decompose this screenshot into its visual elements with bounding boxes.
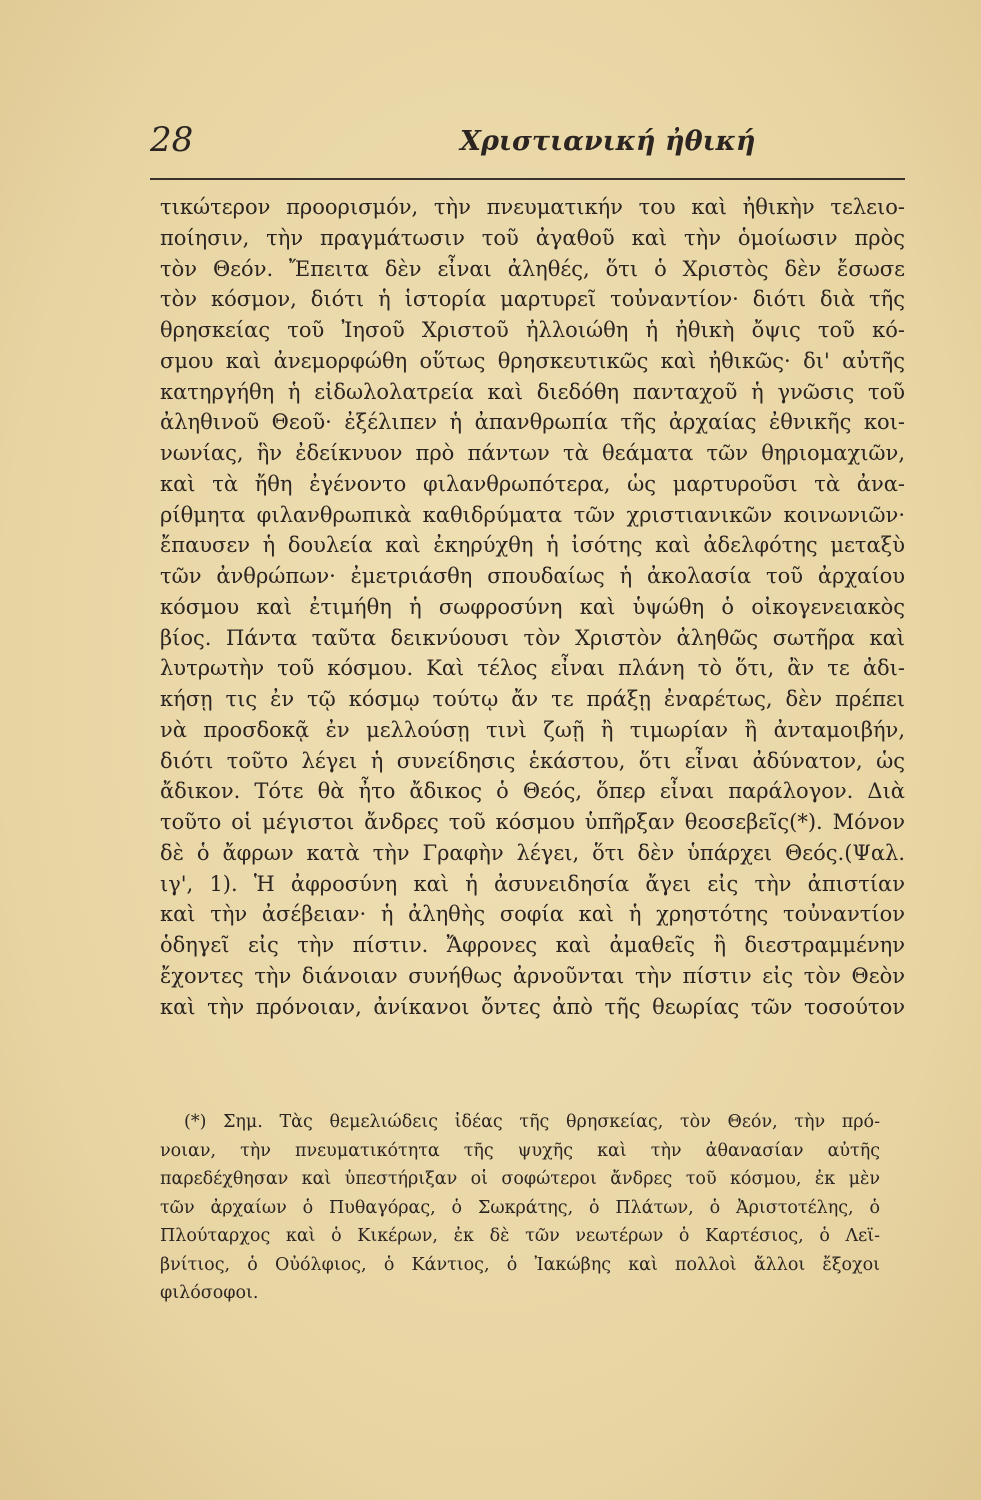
footnote-line: Πλούταρχος καὶ ὁ Κικέρων, ἐκ δὲ τῶν νεωτέρων ὁ Καρτέσιος, ὁ Λεϊ- xyxy=(160,1226,880,1246)
footnote-line: φιλόσοφοι. xyxy=(160,1283,259,1303)
text-line: τῶν ἀνθρώπων· ἐμετριάσθη σπουδαίως ἡ ἀκολασία τοῦ ἀρχαίου xyxy=(160,564,905,588)
text-line: βίος. Πάντα ταῦτα δεικνύουσι τὸν Χριστὸν ἀληθῶς σωτῆρα καὶ xyxy=(160,625,905,650)
text-line: ὁδηγεῖ εἰς τὴν πίστιν. Ἄφρονες καὶ ἀμαθεῖς ἢ διεστραμμένην xyxy=(160,933,905,957)
text-line: ιγ', 1). Ἡ ἀφροσύνη καὶ ἡ ἀσυνειδησία ἄγει εἰς τὴν ἀπιστίαν xyxy=(160,871,905,896)
text-line: δὲ ὁ ἄφρων κατὰ τὴν Γραφὴν λέγει, ὅτι δὲν ὑπάρχει Θεός.(Ψαλ. xyxy=(160,840,905,865)
text-line: κατηργήθη ἡ εἰδωλολατρεία καὶ διεδόθη πανταχοῦ ἡ γνῶσις τοῦ xyxy=(160,379,905,404)
text-line: τὸν Θεόν. Ἔπειτα δὲν εἶναι ἀληθές, ὅτι ὁ Χριστὸς δὲν ἔσωσε xyxy=(160,256,905,281)
text-line: τικώτερον προορισμόν, τὴν πνευματικήν του καὶ ἠθικὴν τελειο- xyxy=(160,195,905,219)
page-number: 28 xyxy=(150,120,194,160)
text-line: ἄδικον. Τότε θὰ ἦτο ἄδικος ὁ Θεός, ὅπερ εἶναι παράλογον. Διὰ xyxy=(160,779,905,804)
text-line: ἀληθινοῦ Θεοῦ· ἐξέλιπεν ἡ ἀπανθρωπία τῆς ἀρχαίας ἐθνικῆς κοι- xyxy=(160,410,905,435)
text-line: σμου καὶ ἀνεμορφώθη οὕτως θρησκευτικῶς καὶ ἠθικῶς· δι' αὐτῆς xyxy=(160,348,905,373)
text-line: κόσμου καὶ ἐτιμήθη ἡ σωφροσύνη καὶ ὑψώθη ὁ οἰκογενειακὸς xyxy=(160,594,905,619)
running-title: Χριστιανική ἠθική xyxy=(460,126,756,157)
text-line: ἔχοντες τὴν διάνοιαν συνήθως ἀρνοῦνται τὴν πίστιν εἰς τὸν Θεὸν xyxy=(160,963,905,988)
text-line: καὶ τὴν πρόνοιαν, ἀνίκανοι ὄντες ἀπὸ τῆς θεωρίας τῶν τοσούτον xyxy=(160,994,905,1019)
text-line: λυτρωτὴν τοῦ κόσμου. Καὶ τέλος εἶναι πλάνη τὸ ὅτι, ἂν τε ἀδι- xyxy=(160,656,905,681)
footnote xyxy=(160,1108,880,1308)
text-line: ποίησιν, τὴν πραγμάτωσιν τοῦ ἀγαθοῦ καὶ τὴν ὁμοίωσιν πρὸς xyxy=(160,225,905,250)
main-text xyxy=(160,192,905,1022)
footnote-line: (*) Σημ. Τὰς θεμελιώδεις ἰδέας τῆς θρησκείας, τὸν Θεόν, τὴν πρό- xyxy=(184,1112,880,1132)
text-line: νὰ προσδοκᾷ ἐν μελλούσῃ τινὶ ζωῇ ἢ τιμωρίαν ἢ ἀνταμοιβήν, xyxy=(160,717,905,742)
text-line: καὶ τὰ ἤθη ἐγένοντο φιλανθρωπότερα, ὡς μαρτυροῦσι τὰ ἀνα- xyxy=(160,471,905,496)
footnote-line: νοιαν, τὴν πνευματικότητα τῆς ψυχῆς καὶ τὴν ἀθανασίαν αὐτῆς xyxy=(160,1140,880,1161)
text-line: τοῦτο οἱ μέγιστοι ἄνδρες τοῦ κόσμου ὑπῆρξαν θεοσεβεῖς(*). Μόνον xyxy=(160,810,905,834)
footnote-line: τῶν ἀρχαίων ὁ Πυθαγόρας, ὁ Σωκράτης, ὁ Πλάτων, ὁ Ἀριστοτέλης, ὁ xyxy=(160,1197,880,1218)
text-line: ἔπαυσεν ἡ δουλεία καὶ ἐκηρύχθη ἡ ἰσότης καὶ ἀδελφότης μεταξὺ xyxy=(160,533,905,558)
text-line: ρίθμητα φιλανθρωπικὰ καθιδρύματα τῶν χριστιανικῶν κοινωνιῶν· xyxy=(160,502,905,527)
text-line: καὶ τὴν ἀσέβειαν· ἡ ἀληθὴς σοφία καὶ ἡ χρηστότης τοὐναντίον xyxy=(160,902,905,927)
page-header xyxy=(150,118,905,180)
text-line: κήσῃ τις ἐν τῷ κόσμῳ τούτῳ ἄν τε πράξῃ ἐναρέτως, δὲν πρέπει xyxy=(160,687,905,711)
text-line: θρησκείας τοῦ Ἰησοῦ Χριστοῦ ἠλλοιώθη ἡ ἠθικὴ ὄψις τοῦ κό- xyxy=(160,318,905,342)
text-line: νωνίας, ἣν ἐδείκνυον πρὸ πάντων τὰ θεάματα τῶν θηριομαχιῶν, xyxy=(160,441,905,465)
text-line: διότι τοῦτο λέγει ἡ συνείδησις ἑκάστου, ὅτι εἶναι ἀδύνατον, ὡς xyxy=(160,748,905,773)
footnote-line: βνίτιος, ὁ Οὐόλφιος, ὁ Κάντιος, ὁ Ἰακώβης καὶ πολλοὶ ἄλλοι ἔξοχοι xyxy=(160,1254,880,1275)
footnote-line: παρεδέχθησαν καὶ ὑπεστήριξαν οἱ σοφώτεροι ἄνδρες τοῦ κόσμου, ἐκ μὲν xyxy=(160,1169,880,1189)
text-line: τὸν κόσμον, διότι ἡ ἱστορία μαρτυρεῖ τοὐναντίον· διότι διὰ τῆς xyxy=(160,287,905,312)
